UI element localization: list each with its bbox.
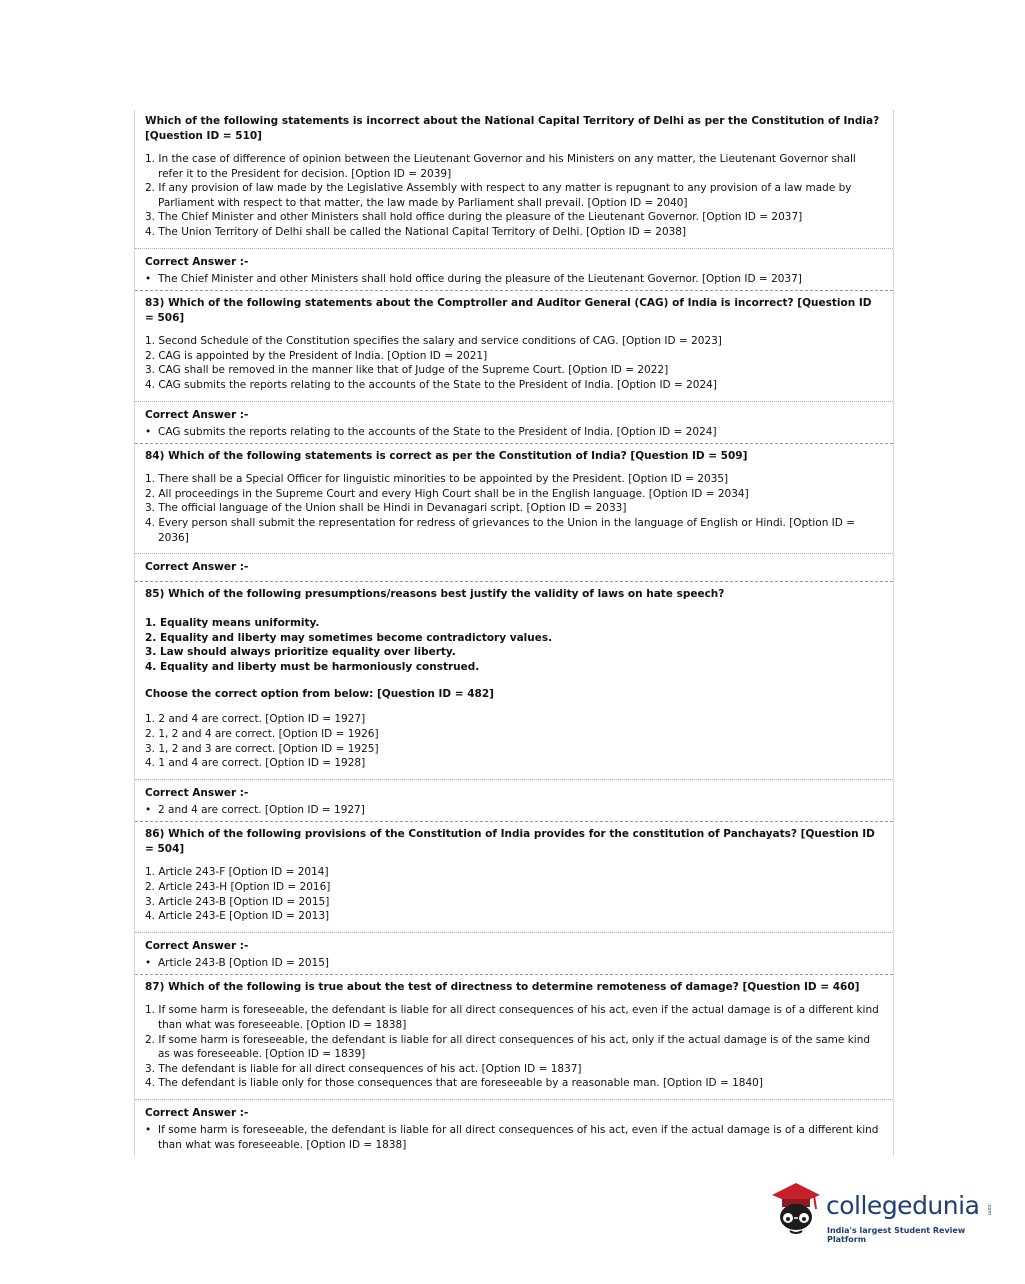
- statement: 4. Equality and liberty must be harmoniously construed.: [145, 660, 480, 673]
- option: 3. The Chief Minister and other Ministers shall hold office during the pleasure of the Lieutenant Governor. [Option ID = 2037]: [145, 211, 803, 224]
- option-list: [145, 712, 883, 770]
- correct-answer-label: Correct Answer :-: [145, 939, 249, 952]
- option: 3. Article 243-B [Option ID = 2015]: [145, 895, 330, 908]
- option: 4. Every person shall submit the representation for redress of grievances to the Union in the language of English or Hindi. [Option ID = 2036]: [145, 516, 856, 544]
- correct-answer-label: Correct Answer :-: [145, 1106, 249, 1119]
- answer-item: [145, 803, 883, 818]
- question-82: [135, 110, 893, 290]
- collegedunia-logo[interactable]: [768, 1179, 998, 1249]
- question-title: 87) Which of the following is true about the test of directness to determine remoteness of damage? [Question ID = 460]: [145, 981, 860, 994]
- mascot-logo-icon: [768, 1179, 824, 1241]
- option: 3. 1, 2 and 3 are correct. [Option ID = 1925]: [145, 742, 379, 755]
- option: 3. CAG shall be removed in the manner like that of Judge of the Supreme Court. [Option ID = 2022]: [145, 364, 669, 377]
- question-85: [135, 581, 893, 821]
- answer-item: [145, 1123, 883, 1152]
- question-paper: [134, 110, 894, 1156]
- answer-text: 2 and 4 are correct. [Option ID = 1927]: [158, 803, 365, 816]
- correct-answer-label: Correct Answer :-: [145, 786, 249, 799]
- option-list: [145, 472, 883, 545]
- question-title: 84) Which of the following statements is correct as per the Constitution of India? [Question ID = 509]: [145, 450, 748, 463]
- option: 2. Article 243-H [Option ID = 2016]: [145, 881, 331, 894]
- answer-item: [145, 272, 883, 287]
- option-list: [145, 152, 883, 240]
- logo-suffix: .com: [986, 1203, 992, 1216]
- correct-answer-label: Correct Answer :-: [145, 255, 249, 268]
- bullet-icon: •: [145, 425, 152, 438]
- option: 1. If some harm is foreseeable, the defendant is liable for all direct consequences of his act, even if the actual damage is of a different kind than what was foreseeable. [Option ID = 1838]: [145, 1004, 879, 1031]
- question-title: Which of the following statements is incorrect about the National Capital Territory of Delhi as per the Constitution of India? [Question ID = 510]: [145, 115, 880, 142]
- question-87: [135, 974, 893, 1156]
- question-title: 86) Which of the following provisions of the Constitution of India provides for the constitution of Panchayats? [Question ID = 504]: [145, 828, 875, 856]
- option: 2. CAG is appointed by the President of India. [Option ID = 2021]: [145, 349, 488, 362]
- option: 1. 2 and 4 are correct. [Option ID = 1927]: [145, 713, 366, 726]
- option: 1. In the case of difference of opinion between the Lieutenant Governor and his Ministers on any matter, the Lieutenant Governor shall refer it to the President for decision. [Option ID = 2039]: [145, 153, 856, 180]
- correct-answer: [135, 1099, 893, 1156]
- question-title: 83) Which of the following statements about the Comptroller and Auditor General (CAG) of India is incorrect? [Question ID = 506]: [145, 297, 872, 325]
- logo-wordmark: collegedunia: [826, 1191, 980, 1220]
- option: 4. The Union Territory of Delhi shall be called the National Capital Territory of Delhi. [Option ID = 2038]: [145, 225, 687, 238]
- statement-list: [145, 616, 883, 674]
- option: 4. 1 and 4 are correct. [Option ID = 1928]: [145, 757, 366, 770]
- bullet-icon: •: [145, 272, 152, 285]
- bullet-icon: •: [145, 1123, 152, 1136]
- correct-answer: [135, 553, 893, 581]
- option: 4. Article 243-E [Option ID = 2013]: [145, 910, 330, 923]
- bullet-icon: •: [145, 803, 152, 816]
- bullet-icon: •: [145, 956, 152, 969]
- option-list: [145, 865, 883, 923]
- statement: 1. Equality means uniformity.: [145, 617, 320, 630]
- option-list: [145, 334, 883, 392]
- answer-text: Article 243-B [Option ID = 2015]: [158, 956, 329, 969]
- correct-answer: [135, 248, 893, 291]
- option: 2. All proceedings in the Supreme Court and every High Court shall be in the English language. [Option ID = 2034]: [145, 487, 749, 500]
- answer-text: If some harm is foreseeable, the defendant is liable for all direct consequences of his act, even if the actual damage is of a different kind than what was foreseeable. [Option ID = 1838]: [158, 1123, 879, 1151]
- answer-item: [145, 956, 883, 971]
- question-86: [135, 821, 893, 974]
- correct-answer: [135, 401, 893, 444]
- option: 4. The defendant is liable only for those consequences that are foreseeable by a reasonable man. [Option ID = 1840]: [145, 1077, 763, 1090]
- option: 2. If some harm is foreseeable, the defendant is liable for all direct consequences of his act, only if the actual damage is of the same kind as was foreseeable. [Option ID = 1839]: [145, 1033, 871, 1061]
- answer-text: CAG submits the reports relating to the accounts of the State to the President of India. [Option ID = 2024]: [158, 425, 717, 438]
- correct-answer: [135, 932, 893, 975]
- logo-tagline: India's largest Student Review Platform: [827, 1226, 966, 1244]
- option: 1. Second Schedule of the Constitution specifies the salary and service conditions of CAG. [Option ID = 2023]: [145, 335, 722, 348]
- statement: 2. Equality and liberty may sometimes become contradictory values.: [145, 631, 553, 644]
- option: 2. 1, 2 and 4 are correct. [Option ID = 1926]: [145, 728, 379, 741]
- correct-answer-label: Correct Answer :-: [145, 408, 249, 421]
- option: 3. The defendant is liable for all direct consequences of his act. [Option ID = 1837]: [145, 1062, 582, 1075]
- option: 2. If any provision of law made by the Legislative Assembly with respect to any matter is repugnant to any provision of a law made by Parliament with respect to that matter, the law made by Parliament shall prevail. [Option ID = 2040]: [145, 182, 852, 209]
- correct-answer: [135, 779, 893, 822]
- question-title: 85) Which of the following presumptions/reasons best justify the validity of laws on hate speech?: [145, 588, 725, 601]
- choose-prompt: Choose the correct option from below: [Question ID = 482]: [145, 688, 494, 701]
- correct-answer-label: Correct Answer :-: [145, 561, 249, 574]
- option: 1. Article 243-F [Option ID = 2014]: [145, 866, 329, 879]
- answer-item: [145, 425, 883, 440]
- question-83: [135, 290, 893, 443]
- option: 1. There shall be a Special Officer for linguistic minorities to be appointed by the President. [Option ID = 2035]: [145, 473, 729, 486]
- option: 3. The official language of the Union shall be Hindi in Devanagari script. [Option ID = 2033]: [145, 502, 627, 515]
- question-84: [135, 443, 893, 581]
- option-list: [145, 1003, 883, 1091]
- statement: 3. Law should always prioritize equality over liberty.: [145, 646, 456, 659]
- answer-text: The Chief Minister and other Ministers shall hold office during the pleasure of the Lieutenant Governor. [Option ID = 2037]: [158, 272, 802, 285]
- option: 4. CAG submits the reports relating to the accounts of the State to the President of India. [Option ID = 2024]: [145, 378, 717, 391]
